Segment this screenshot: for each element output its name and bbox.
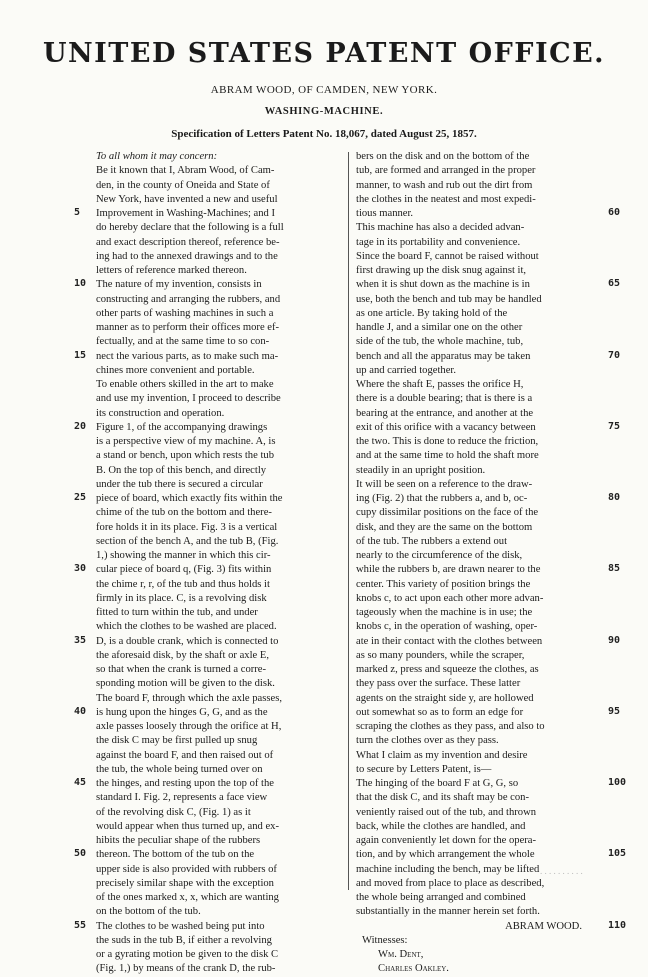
text-line: bers on the disk and on the bottom of the [356,151,530,162]
text-line: tageously when the machine is in use; the [356,607,533,618]
text-line: there is a double bearing; that is there is a [356,393,533,405]
text-line: they pass over the surface. These latter [356,678,521,690]
line-number: 35 [74,634,87,646]
text-line: again conveniently let down for the opera- [356,835,537,846]
text-line: is hung upon the hinges G, G, and as the [96,706,268,718]
text-line: To enable others skilled in the art to make [96,379,274,390]
column-divider [348,152,349,890]
text-line: back, while the clothes are handled, and [356,820,526,832]
text-line: against the board F, and then raised out of [96,749,274,761]
text-line: upper side is also provided with rubbers of [96,863,277,875]
text-line: and at the same time to hold the shaft more [356,450,539,462]
text-line: cular piece of board q, (Fig. 3) fits within [96,564,272,576]
text-line: firmly in its place. C, is a revolving disk [96,592,267,604]
text-line: Be it known that I, Abram Wood, of Cam- [96,165,275,177]
text-line: fitted to turn within the tub, and under [96,607,258,618]
text-line: bench and all the apparatus may be taken [356,350,531,362]
text-line: agents on the straight side y, are hollowed [356,692,534,704]
text-line: would appear when thus turned up, and ex- [96,820,279,832]
text-line: ate in their contact with the clothes between [356,635,543,647]
text-line: bearing at the entrance, and another at the [356,407,534,419]
text-line: ing had to the annexed drawings and to the [96,250,278,262]
text-line: do hereby declare that the following is a full [96,222,284,234]
text-line: den, in the county of Oneida and State of [96,179,270,191]
text-line: the tub, the whole being turned over on [96,763,263,775]
text-line: side of the tub, the whole machine, tub, [356,336,524,348]
text-line: a stand or bench, upon which rests the tub [96,450,274,462]
text-line: thereon. The bottom of the tub on the [96,849,255,861]
text-line: chines more convenient and portable. [96,364,255,376]
text-line: B. On the top of this bench, and directly [96,464,267,476]
text-line: the suds in the tub B, if either a revolving [96,934,272,946]
text-line: or a gyrating motion be given to the disk C [96,949,279,960]
text-line: tage in its portability and convenience. [356,236,521,248]
text-line: hibits the peculiar shape of the rubbers [96,835,261,846]
text-line: sponding motion will be given to the disk. [96,678,275,690]
line-number: 50 [74,848,87,860]
text-line: out somewhat so as to form an edge for [356,706,524,718]
witness-name: Charles Oakley. [378,963,449,975]
text-line: the whole being arranged and combined [356,892,526,903]
line-number: 85 [608,563,621,575]
line-number: 65 [608,278,621,290]
text-line: tion, and by which arrangement the whole [356,849,535,861]
text-line: knobs c, to act upon each other more advan- [356,592,544,604]
text-line: other parts of washing machines in such a [96,307,274,319]
line-number: 90 [608,634,621,646]
text-line: use, both the bench and tub may be handled [356,293,542,305]
text-line: as one article. By taking hold of the [356,307,508,319]
line-number: 10 [74,278,87,290]
text-line: (Fig. 1,) by means of the crank D, the rub- [96,963,276,975]
text-line: constructing and arranging the rubbers, and [96,293,281,305]
text-line: that the disk C, and its shaft may be con- [356,792,529,804]
text-line: of the ones marked x, x, which are wanting [96,892,279,903]
text-line: to secure by Letters Patent, is— [356,763,492,775]
text-line: the chime r, r, of the tub and thus holds it [96,578,270,590]
text-line: the aforesaid disk, by the shaft or axle E, [96,649,269,661]
text-line: while the rubbers b, are drawn nearer to the [356,564,541,576]
text-line: letters of reference marked thereon. [96,265,247,276]
text-line: nect the various parts, as to make such ma- [96,350,279,362]
text-line: axle passes loosely through the orifice at H, [96,721,282,732]
line-number: 60 [608,207,621,218]
text-line: fectually, and at the same time to so con- [96,336,270,348]
text-line: Where the shaft E, passes the orifice H, [356,379,524,390]
text-line: Since the board F, cannot be raised without [356,250,539,262]
text-line: so that when the crank is turned a corre- [96,664,267,675]
text-line: New York, have invented a new and useful [96,193,278,205]
text-line: tious manner. [356,208,414,219]
text-line: disk, and they are the same on the bottom [356,521,533,533]
text-line: standard I. Fig. 2, represents a face view [96,792,268,804]
right-text-column [356,150,594,977]
line-number: 105 [608,848,627,860]
text-line: handle J, and a similar one on the other [356,322,523,333]
text-line: machine including the bench, may be lifted [356,863,540,875]
text-line: as so many pounders, while the scraper, [356,649,525,661]
line-number: 70 [608,349,621,361]
scan-specks: . . . . . . . . . . [540,866,583,876]
text-line: and moved from place to place as described, [356,877,545,889]
inventor-line: ABRAM WOOD, OF CAMDEN, NEW YORK. [210,84,438,96]
text-line: turn the clothes over as they pass. [356,735,499,747]
text-line: under the tub there is secured a circular [96,478,263,490]
line-number: 15 [74,349,87,361]
text-line: piece of board, which exactly fits within the [96,493,283,504]
text-line: fore holds it in its place. Fig. 3 is a vertical [96,521,278,533]
text-line: marked z, press and squeeze the clothes, as [356,664,539,675]
text-line: and exact description thereof, reference be- [96,236,280,248]
text-line: nearly to the circumference of the disk, [356,550,523,561]
text-line: of the tub. The rubbers a extend out [356,535,508,547]
text-line: manner as to perform their offices more ef- [96,322,280,333]
text-line: of the revolving disk C, (Fig. 1) as it [96,806,251,818]
text-line: Figure 1, of the accompanying drawings [96,421,268,433]
text-line: the disk C may be first pulled up snug [96,735,258,747]
text-line: knobs c, in the operation of washing, oper- [356,621,538,633]
line-number: 110 [608,919,627,931]
text-line: section of the bench A, and the tub B, (Fig. [96,535,279,547]
line-number: 45 [74,777,87,788]
text-line: The clothes to be washed being put into [96,920,265,932]
text-line: which the clothes to be washed are placed. [96,621,277,633]
left-text-column [96,150,334,977]
text-line: steadily in an upright position. [356,464,486,476]
text-line: the two. This is done to reduce the friction, [356,436,539,447]
text-line: and use my invention, I proceed to describe [96,393,281,405]
line-number: 20 [74,420,87,432]
line-number: 80 [608,492,621,503]
text-line: substantially in the manner herein set forth. [356,906,540,918]
text-line: The board F, through which the axle passes, [96,692,282,704]
text-line: on the bottom of the tub. [96,906,201,918]
line-number: 55 [74,919,87,931]
text-line: To all whom it may concern: [96,151,218,162]
text-line: its construction and operation. [96,407,225,419]
text-line: tub, are formed and arranged in the proper [356,165,536,177]
line-number: 75 [608,420,621,432]
line-number: 30 [74,563,87,575]
text-line: scraping the clothes as they pass, and also to [356,721,545,732]
witness-name: Wm. Dent, [378,949,424,960]
line-number: 25 [74,492,87,503]
text-line: is a perspective view of my machine. A, is [96,436,276,447]
line-number: 95 [608,705,621,717]
text-line: when it is shut down as the machine is in [356,279,530,291]
text-line: This machine has also a decided advan- [356,222,525,234]
text-line: What I claim as my invention and desire [356,749,528,761]
text-line: 1,) showing the manner in which this cir- [96,550,271,561]
line-number: 5 [74,207,81,218]
text-line: The hinging of the board F at G, G, so [356,778,519,789]
text-line: center. This variety of position brings the [356,578,531,590]
specification-line: Specification of Letters Patent No. 18,067, dated August 25, 1857. [171,128,477,140]
text-line: manner, to wash and rub out the dirt from [356,179,533,191]
text-line: chime of the tub on the bottom and there- [96,507,272,519]
text-line: veniently raised out of the tub, and thrown [356,806,537,818]
witnesses-label: Witnesses: [362,934,408,946]
text-line: The nature of my invention, consists in [96,279,262,291]
text-line: Improvement in Washing-Machines; and I [96,208,276,219]
text-line: the hinges, and resting upon the top of the [96,778,274,789]
text-line: up and carried together. [356,364,457,376]
text-line: first drawing up the disk snug against it, [356,265,527,276]
line-number: 100 [608,777,627,788]
signature: ABRAM WOOD. [505,920,582,932]
text-line: exit of this orifice with a vacancy between [356,421,536,433]
text-line: ing (Fig. 2) that the rubbers a, and b, oc- [356,493,528,504]
patent-subject: WASHING-MACHINE. [264,106,384,117]
text-line: cupy dissimilar positions on the face of the [356,507,539,519]
line-number: 40 [74,705,87,717]
text-line: the clothes in the neatest and most expedi- [356,193,536,205]
text-line: precisely similar shape with the exception [96,877,274,889]
text-line: It will be seen on a reference to the draw- [356,478,533,490]
text-line: D, is a double crank, which is connected to [96,635,279,647]
office-title: UNITED STATES PATENT OFFICE. [42,38,606,69]
